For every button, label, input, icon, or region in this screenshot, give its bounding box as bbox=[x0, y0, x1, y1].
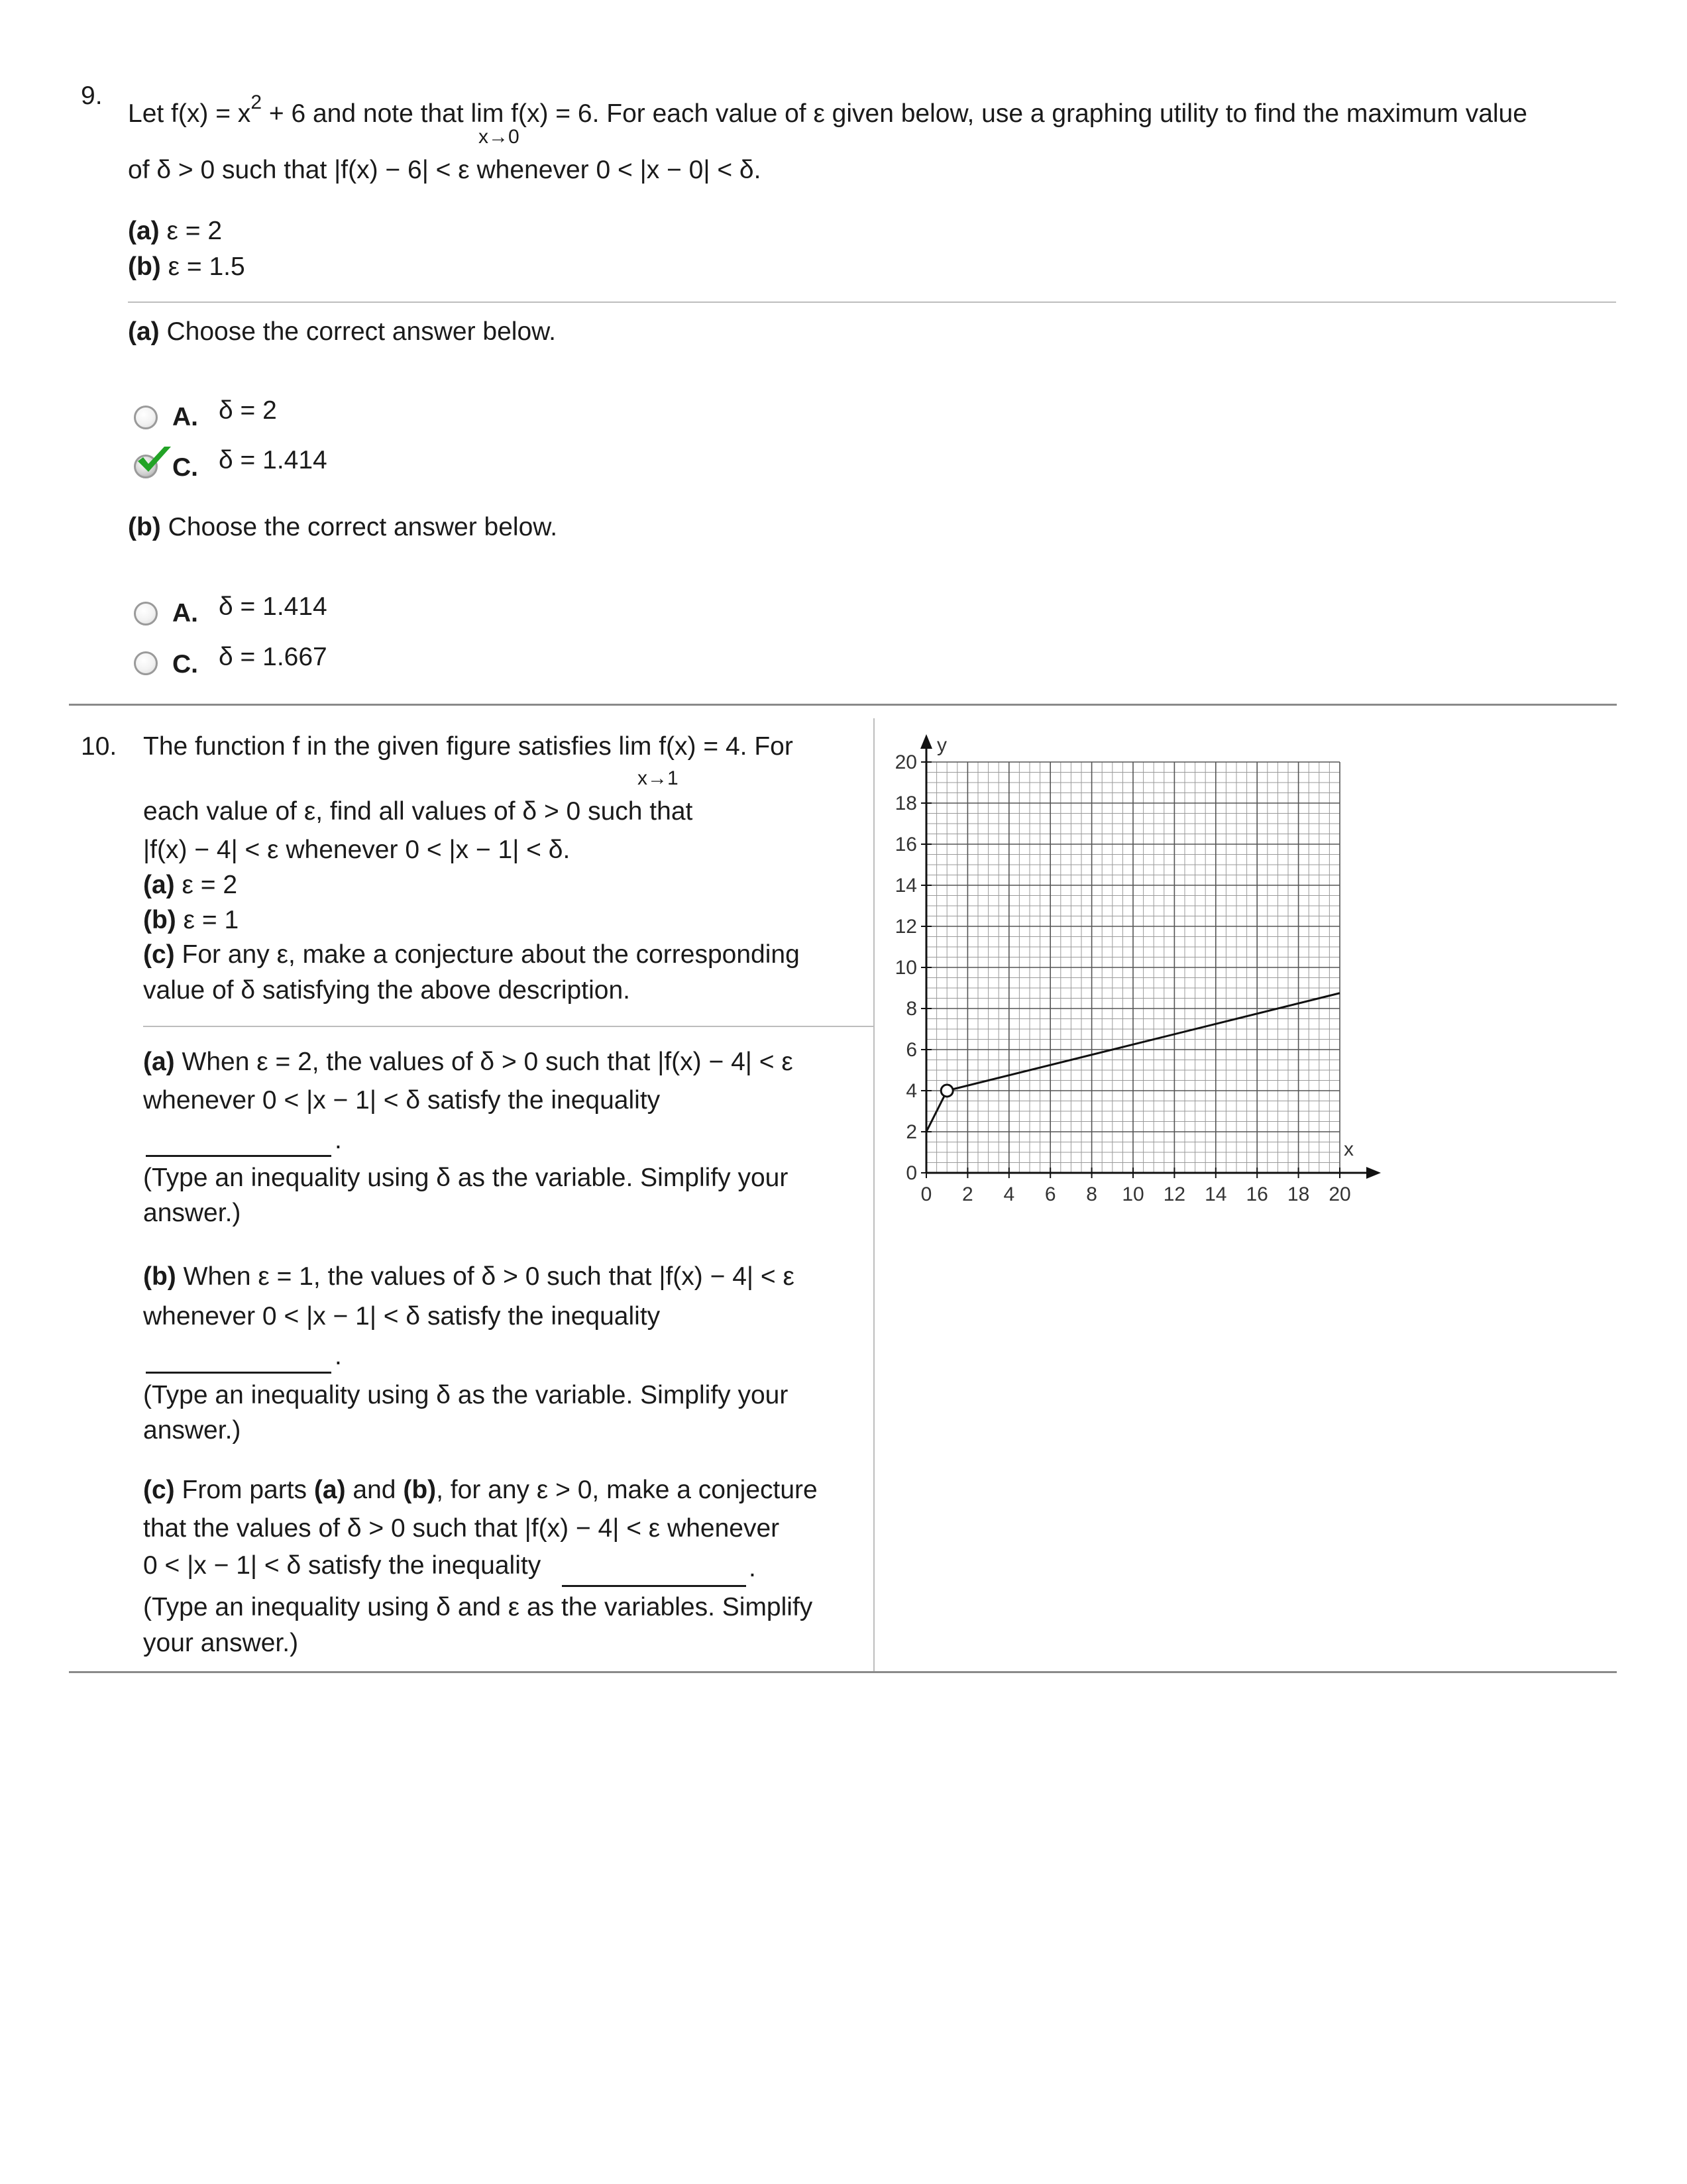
x-tick-label: 6 bbox=[1044, 1183, 1056, 1205]
q10-pb-hint2: answer.) bbox=[143, 1416, 241, 1445]
q10-pa-hint1: (Type an inequality using δ as the variable. Simplify your bbox=[143, 1164, 789, 1192]
open-point bbox=[941, 1085, 953, 1097]
q10-stem-c-line2: value of δ satisfying the above description. bbox=[143, 976, 630, 1005]
q10-pc-ref-a: (a) bbox=[313, 1476, 346, 1504]
y-tick-label: 8 bbox=[906, 998, 917, 1020]
y-tick-label: 18 bbox=[895, 792, 917, 814]
q10-pc-line2: that the values of δ > 0 such that |f(x) − 4| < ε whenever bbox=[143, 1514, 780, 1543]
q10-stem-b-label: (b) bbox=[143, 906, 176, 934]
x-tick-label: 20 bbox=[1329, 1183, 1351, 1205]
q10-stem-c-text: For any ε, make a conjecture about the corresponding bbox=[182, 940, 800, 969]
q10-stem-line1: The function f in the given figure satisfies lim f(x) = 4. For bbox=[143, 732, 793, 761]
x-tick-label: 0 bbox=[920, 1183, 932, 1205]
y-tick-label: 14 bbox=[895, 875, 917, 897]
q9-divider bbox=[128, 301, 1616, 303]
q10-pc-hint2: your answer.) bbox=[143, 1629, 299, 1657]
q10-bottom-separator bbox=[69, 1671, 1617, 1673]
q9-part-a-text: ε = 2 bbox=[166, 217, 223, 245]
q10-pc-hint1: (Type an inequality using δ and ε as the variables. Simplify bbox=[143, 1593, 813, 1621]
q10-pc-ref-b: (b) bbox=[403, 1476, 437, 1504]
axes bbox=[920, 734, 1381, 1179]
q10-pb-period: . bbox=[335, 1342, 342, 1370]
q9-b-option-c-text[interactable]: δ = 1.667 bbox=[219, 643, 327, 671]
x-tick-label: 4 bbox=[1003, 1183, 1015, 1205]
q9-limit-subscript: x→0 bbox=[478, 126, 519, 148]
q10-pc-pre: From parts bbox=[182, 1476, 307, 1504]
q10-stem-line3: |f(x) − 4| < ε whenever 0 < |x − 1| < δ. bbox=[143, 836, 571, 864]
x-tick-label: 12 bbox=[1163, 1183, 1186, 1205]
q9-a-option-a-text[interactable]: δ = 2 bbox=[219, 396, 277, 425]
q9-b-option-a-radio[interactable] bbox=[134, 602, 158, 626]
q10-limit-subscript: x→1 bbox=[637, 767, 679, 789]
q10-stem-divider bbox=[143, 1026, 873, 1027]
q9-part-a bbox=[128, 216, 222, 246]
q10-stem-c bbox=[143, 940, 800, 970]
q9-a-option-a-letter: A. bbox=[172, 403, 198, 431]
q10-pb-answer-blank[interactable] bbox=[146, 1372, 331, 1374]
q10-number: 10. bbox=[81, 732, 117, 761]
q10-stem-a-label: (a) bbox=[143, 871, 175, 899]
q9-b-prompt-label: (b) bbox=[128, 513, 161, 541]
function-graph bbox=[861, 729, 1391, 1219]
y-tick-label: 12 bbox=[895, 916, 917, 938]
q10-pc-answer-blank[interactable] bbox=[562, 1585, 746, 1587]
x-axis-arrow-icon bbox=[1366, 1167, 1381, 1179]
q9-b-prompt-text: Choose the correct answer below. bbox=[168, 513, 558, 541]
q9-a-prompt-label: (a) bbox=[128, 317, 160, 346]
q9-exponent: 2 bbox=[250, 91, 262, 113]
q9-a-prompt-text: Choose the correct answer below. bbox=[166, 317, 556, 346]
q10-pa-hint2: answer.) bbox=[143, 1199, 241, 1227]
q10-pc-post: , for any ε > 0, make a conjecture bbox=[436, 1476, 818, 1504]
q10-pb-line1 bbox=[143, 1262, 794, 1292]
y-tick-label: 6 bbox=[906, 1039, 917, 1061]
q9-part-a-label: (a) bbox=[128, 217, 160, 245]
q10-stem-b-text: ε = 1 bbox=[183, 906, 239, 934]
x-tick-label: 2 bbox=[962, 1183, 973, 1205]
q10-pa-answer-blank[interactable] bbox=[146, 1155, 331, 1157]
q10-pa-line1 bbox=[143, 1047, 793, 1077]
q10-pc-label: (c) bbox=[143, 1476, 175, 1504]
q9-a-prompt bbox=[128, 317, 556, 347]
q9-b-option-a-text[interactable]: δ = 1.414 bbox=[219, 592, 327, 621]
y-axis-label: y bbox=[937, 734, 947, 756]
q10-pc-period: . bbox=[749, 1554, 756, 1582]
q9-part-b-label: (b) bbox=[128, 252, 161, 281]
q9-part-b bbox=[128, 252, 245, 282]
y-tick-label: 2 bbox=[906, 1121, 917, 1143]
q9-b-option-c-letter: C. bbox=[172, 650, 198, 679]
y-axis-arrow-icon bbox=[920, 734, 932, 749]
q10-stem-c-label: (c) bbox=[143, 940, 175, 969]
q10-pb-label: (b) bbox=[143, 1262, 176, 1291]
q10-pa-label: (a) bbox=[143, 1048, 175, 1076]
q10-stem-a bbox=[143, 870, 237, 901]
q9-a-option-c-text[interactable]: δ = 1.414 bbox=[219, 446, 327, 474]
q9-number: 9. bbox=[81, 82, 103, 110]
q9-part-b-text: ε = 1.5 bbox=[168, 252, 245, 281]
q9-stem-pre: Let f(x) = x bbox=[128, 99, 251, 128]
q9-b-option-c-radio[interactable] bbox=[134, 651, 158, 675]
q10-pa-line2: whenever 0 < |x − 1| < δ satisfy the inequality bbox=[143, 1086, 661, 1115]
q10-pc-and: and bbox=[353, 1476, 396, 1504]
q9-stem-line2: of δ > 0 such that |f(x) − 6| < ε whenever 0 < |x − 0| < δ. bbox=[128, 156, 761, 184]
checkmark-icon bbox=[135, 444, 174, 477]
x-tick-label: 8 bbox=[1086, 1183, 1097, 1205]
y-tick-label: 10 bbox=[895, 957, 917, 979]
q9-a-option-c-letter: C. bbox=[172, 453, 198, 482]
y-tick-label: 0 bbox=[906, 1162, 917, 1184]
x-tick-label: 14 bbox=[1205, 1183, 1227, 1205]
q9-stem-mid: + 6 and note that lim f(x) = 6. For each value of ε given below, use a graphing utility to find the maximum value bbox=[268, 99, 1527, 128]
q9-a-option-a-radio[interactable] bbox=[134, 406, 158, 429]
q10-stem-line2: each value of ε, find all values of δ > 0 such that bbox=[143, 797, 693, 826]
q9-b-option-a-letter: A. bbox=[172, 599, 198, 628]
x-tick-label: 18 bbox=[1287, 1183, 1310, 1205]
q10-stem-a-text: ε = 2 bbox=[182, 871, 238, 899]
q10-pc-line3: 0 < |x − 1| < δ satisfy the inequality bbox=[143, 1551, 541, 1580]
q10-pb-line2: whenever 0 < |x − 1| < δ satisfy the inequality bbox=[143, 1302, 661, 1331]
x-tick-label: 10 bbox=[1122, 1183, 1144, 1205]
q9-b-prompt bbox=[128, 512, 557, 543]
q9-stem-line1 bbox=[128, 91, 1527, 129]
y-tick-label: 16 bbox=[895, 834, 917, 855]
q10-pb-text: When ε = 1, the values of δ > 0 such that |f(x) − 4| < ε bbox=[183, 1262, 794, 1291]
q10-pc-line1 bbox=[143, 1475, 818, 1505]
y-tick-label: 4 bbox=[906, 1080, 917, 1102]
q10-pa-text: When ε = 2, the values of δ > 0 such that |f(x) − 4| < ε bbox=[182, 1048, 793, 1076]
x-axis-label: x bbox=[1344, 1138, 1354, 1160]
y-tick-label: 20 bbox=[895, 751, 917, 773]
q9-q10-separator bbox=[69, 704, 1617, 706]
x-tick-label: 16 bbox=[1246, 1183, 1268, 1205]
q10-pa-period: . bbox=[335, 1126, 342, 1154]
q10-pb-hint1: (Type an inequality using δ as the variable. Simplify your bbox=[143, 1381, 789, 1409]
q10-stem-b bbox=[143, 905, 239, 936]
